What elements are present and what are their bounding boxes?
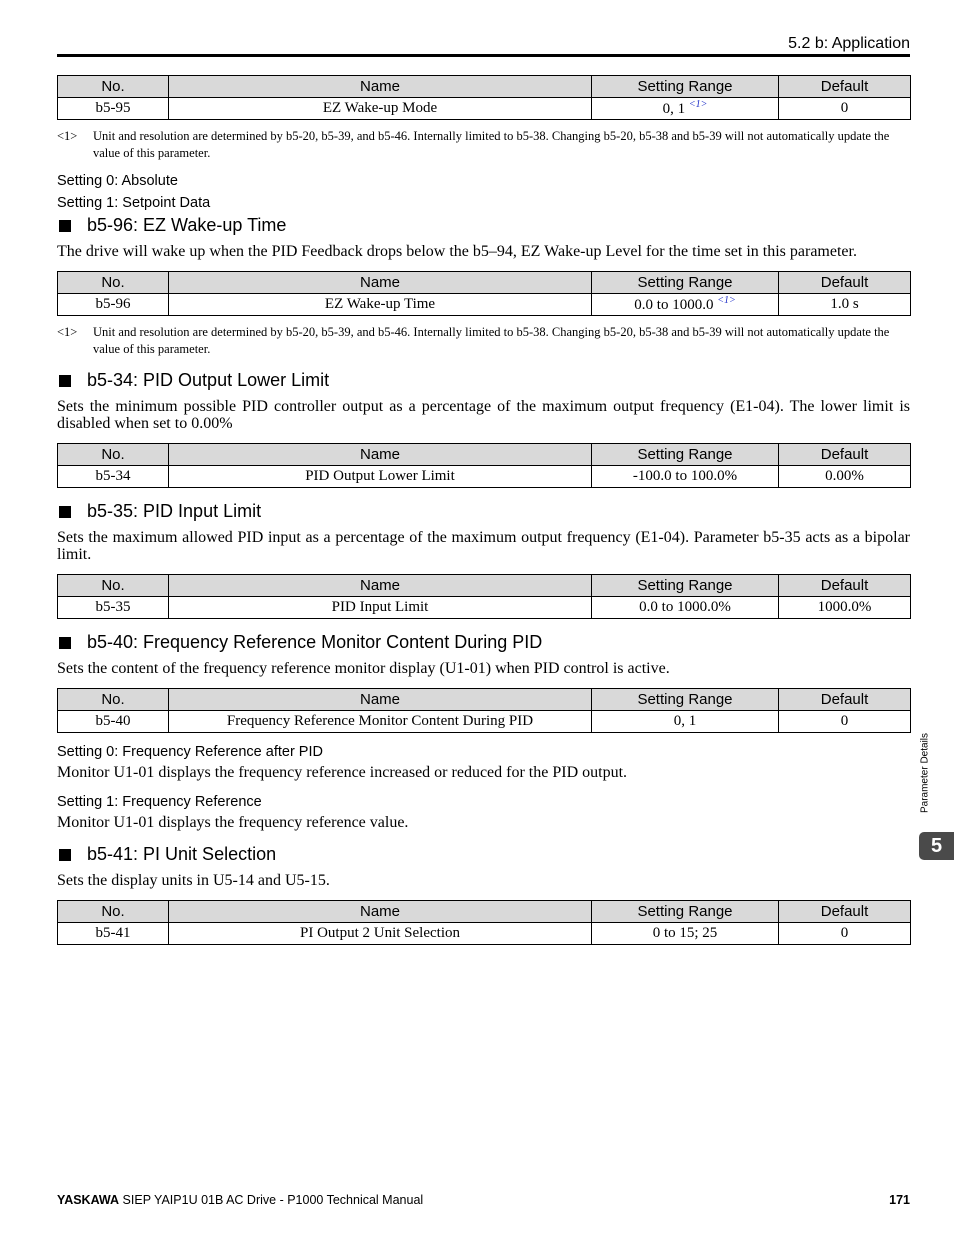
footer-manual-title [57, 1193, 423, 1207]
cell-default: 0.00% [779, 466, 911, 488]
footnote-ref-link[interactable]: <1> [717, 295, 736, 306]
setting-1-label: Setting 1: Frequency Reference [57, 794, 262, 810]
col-header-name: Name [169, 901, 592, 923]
col-header-name: Name [169, 272, 592, 294]
col-header-range: Setting Range [592, 575, 779, 597]
setting-1-description: Monitor U1-01 displays the frequency reference value. [57, 814, 409, 831]
param-table-b5-41 [57, 900, 911, 945]
heading-text: b5-41: PI Unit Selection [87, 844, 277, 864]
cell-default: 1000.0% [779, 597, 911, 619]
col-header-no: No. [58, 272, 169, 294]
bullet-square-icon [59, 637, 71, 649]
chapter-tab-number[interactable]: 5 [919, 832, 954, 860]
cell-name: PI Output 2 Unit Selection [169, 923, 592, 945]
cell-range: 0 to 15; 25 [592, 923, 779, 945]
footnote [57, 128, 910, 162]
col-header-default: Default [779, 76, 911, 98]
col-header-default: Default [779, 575, 911, 597]
bullet-square-icon [59, 506, 71, 518]
side-tab-label-text: Parameter Details [919, 732, 931, 813]
col-header-no: No. [58, 444, 169, 466]
cell-default: 0 [779, 923, 911, 945]
heading-text: b5-34: PID Output Lower Limit [87, 370, 330, 390]
section-description: Sets the minimum possible PID controller output as a percentage of the maximum output frequency (E1-04). The lower limit is disabled when set to 0.00% [57, 398, 910, 432]
table-row [58, 923, 911, 945]
heading-text: b5-35: PID Input Limit [87, 501, 262, 521]
cell-default: 1.0 s [779, 294, 911, 316]
range-value: 0.0 to 1000.0 [634, 297, 714, 313]
cell-no: b5-40 [58, 711, 169, 733]
header-rule [57, 54, 910, 57]
param-table-b5-95 [57, 75, 911, 120]
bullet-square-icon [59, 220, 71, 232]
col-header-default: Default [779, 901, 911, 923]
range-value: 0, 1 [662, 101, 686, 117]
setting-0-label: Setting 0: Frequency Reference after PID [57, 744, 323, 760]
footer-brand: YASKAWA [57, 1193, 120, 1207]
cell-no: b5-96 [58, 294, 169, 316]
footnote-ref-link[interactable]: <1> [688, 99, 708, 110]
section-heading-b5-41 [57, 844, 276, 865]
setting-1-label: Setting 1: Setpoint Data [57, 195, 211, 211]
col-header-default: Default [779, 272, 911, 294]
table-row [58, 466, 911, 488]
footnote-marker: <1> [57, 325, 78, 339]
col-header-name: Name [169, 689, 592, 711]
cell-range: -100.0 to 100.0% [592, 466, 779, 488]
header-section-title: 5.2 b: Application [788, 35, 910, 52]
bullet-square-icon [59, 849, 71, 861]
section-heading-b5-96 [57, 215, 286, 236]
footnote [57, 324, 910, 358]
col-header-default: Default [779, 689, 911, 711]
cell-range [592, 98, 779, 120]
heading-text: b5-40: Frequency Reference Monitor Content During PID [87, 632, 543, 652]
side-tab-label [905, 725, 945, 820]
param-table-b5-35 [57, 574, 911, 619]
col-header-no: No. [58, 689, 169, 711]
param-table-b5-40 [57, 688, 911, 733]
col-header-name: Name [169, 575, 592, 597]
cell-name: Frequency Reference Monitor Content During PID [169, 711, 592, 733]
footnote-marker: <1> [57, 129, 78, 143]
section-description: The drive will wake up when the PID Feedback drops below the b5–94, EZ Wake-up Level for the time set in this parameter. [57, 243, 857, 260]
setting-0-description: Monitor U1-01 displays the frequency reference increased or reduced for the PID output. [57, 764, 628, 781]
col-header-no: No. [58, 901, 169, 923]
setting-0-label: Setting 0: Absolute [57, 173, 178, 189]
cell-name: PID Input Limit [169, 597, 592, 619]
col-header-range: Setting Range [592, 272, 779, 294]
col-header-no: No. [58, 76, 169, 98]
cell-no: b5-95 [58, 98, 169, 120]
footnote-text: Unit and resolution are determined by b5-20, b5-39, and b5-46. Internally limited to b5-38. Changing b5-20, b5-38 and b5-39 will not automatically update the value of this parameter. [93, 325, 890, 356]
col-header-range: Setting Range [592, 76, 779, 98]
section-heading-b5-35 [57, 501, 261, 522]
page-number: 171 [889, 1193, 910, 1207]
col-header-name: Name [169, 76, 592, 98]
table-row [58, 294, 911, 316]
footer-title-text: SIEP YAIP1U 01B AC Drive - P1000 Technical Manual [122, 1193, 424, 1207]
cell-no: b5-41 [58, 923, 169, 945]
cell-default: 0 [779, 98, 911, 120]
col-header-range: Setting Range [592, 444, 779, 466]
col-header-range: Setting Range [592, 901, 779, 923]
footnote-text: Unit and resolution are determined by b5-20, b5-39, and b5-46. Internally limited to b5-38. Changing b5-20, b5-38 and b5-39 will not automatically update the value of this parameter. [93, 129, 890, 160]
param-table-b5-96 [57, 271, 911, 316]
cell-no: b5-35 [58, 597, 169, 619]
cell-range: 0, 1 [592, 711, 779, 733]
cell-range: 0.0 to 1000.0% [592, 597, 779, 619]
bullet-square-icon [59, 375, 71, 387]
col-header-range: Setting Range [592, 689, 779, 711]
col-header-name: Name [169, 444, 592, 466]
cell-name: PID Output Lower Limit [169, 466, 592, 488]
cell-name: EZ Wake-up Time [169, 294, 592, 316]
table-row [58, 98, 911, 120]
cell-no: b5-34 [58, 466, 169, 488]
section-description: Sets the display units in U5-14 and U5-15. [57, 872, 330, 889]
table-row [58, 597, 911, 619]
heading-text: b5-96: EZ Wake-up Time [87, 215, 287, 235]
cell-name: EZ Wake-up Mode [169, 98, 592, 120]
section-heading-b5-40 [57, 632, 542, 653]
col-header-default: Default [779, 444, 911, 466]
cell-default: 0 [779, 711, 911, 733]
param-table-b5-34 [57, 443, 911, 488]
col-header-no: No. [58, 575, 169, 597]
table-row [58, 711, 911, 733]
section-heading-b5-34 [57, 370, 329, 391]
section-description: Sets the content of the frequency reference monitor display (U1-01) when PID control is active. [57, 660, 670, 677]
section-description: Sets the maximum allowed PID input as a percentage of the maximum output frequency (E1-04). Parameter b5-35 acts as a bipolar limit. [57, 529, 910, 563]
cell-range [592, 294, 779, 316]
